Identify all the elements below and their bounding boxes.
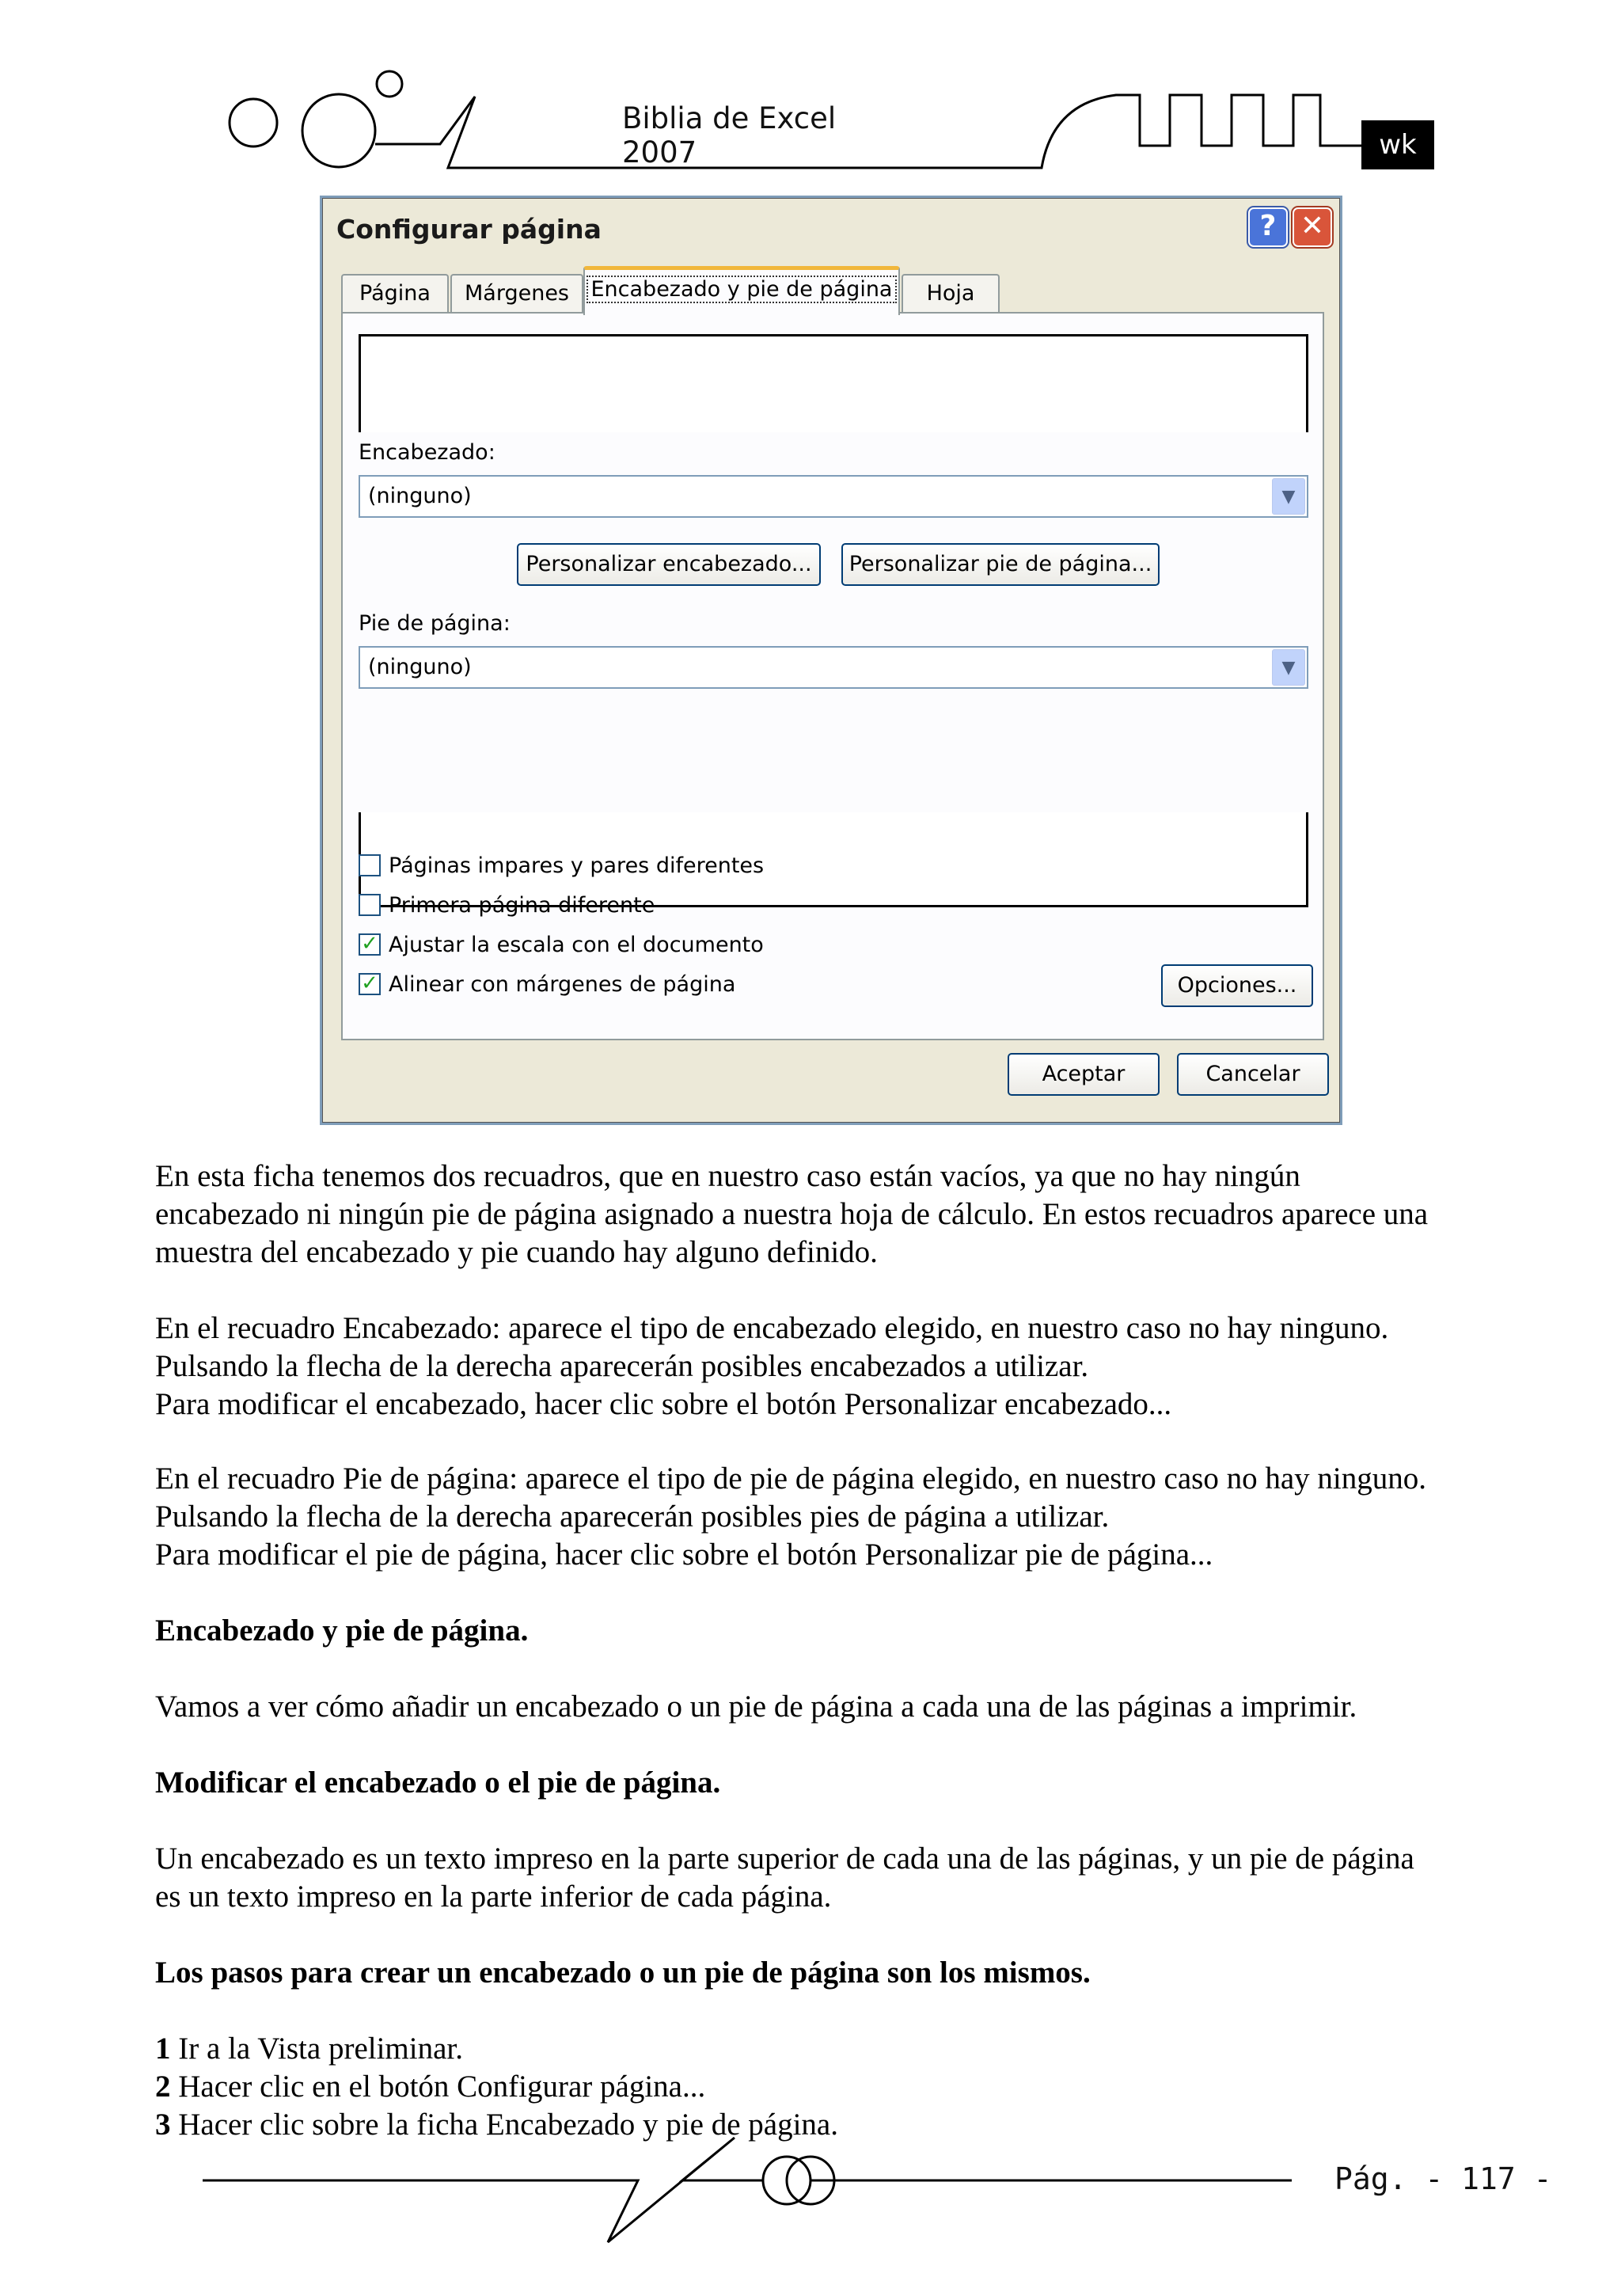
- section-heading: Modificar el encabezado o el pie de página.: [155, 1766, 721, 1800]
- header-select-value: (ninguno): [368, 484, 472, 508]
- checkbox-scale-with-doc-box[interactable]: ✓: [359, 933, 381, 956]
- custom-footer-button[interactable]: Personalizar pie de página...: [841, 543, 1160, 586]
- header-field-label: Encabezado:: [359, 440, 495, 465]
- paragraph-line: encabezado ni ningún pie de página asignado a nuestra hoja de cálculo. En estos recuadros aparece una: [155, 1197, 1429, 1231]
- checkbox-align-margins[interactable]: [359, 971, 735, 999]
- footer-select-value: (ninguno): [368, 655, 472, 679]
- paragraph-line: Pulsando la flecha de la derecha aparecerán posibles pies de página a utilizar.: [155, 1500, 1110, 1534]
- close-icon[interactable]: ✕: [1293, 207, 1332, 247]
- checkbox-first-page-box[interactable]: [359, 894, 381, 916]
- step-text: Hacer clic en el botón Configurar página...: [170, 2070, 706, 2104]
- steps-list: [155, 2030, 1517, 2144]
- paragraph-definition: [155, 1840, 1517, 1916]
- footer-field-label: Pie de página:: [359, 611, 511, 636]
- page-setup-dialog: [320, 196, 1342, 1125]
- paragraph-intro-howto: Vamos a ver cómo añadir un encabezado o un pie de página a cada una de las páginas a imprimir.: [155, 1690, 1357, 1724]
- checkbox-scale-with-doc-label: Ajustar la escala con el documento: [389, 933, 764, 957]
- step-number: 2: [155, 2070, 171, 2104]
- tab-panel: [341, 312, 1324, 1040]
- paragraph-intro: [155, 1158, 1517, 1272]
- checkbox-align-margins-label: Alinear con márgenes de página: [389, 972, 736, 997]
- paragraph-line: es un texto impreso en la parte inferior de cada página.: [155, 1880, 832, 1914]
- checkbox-odd-even[interactable]: [359, 852, 764, 880]
- step-text: Ir a la Vista preliminar.: [170, 2032, 463, 2066]
- paragraph-footer-box: [155, 1460, 1517, 1574]
- checkbox-first-page[interactable]: [359, 891, 655, 920]
- paragraph-line: muestra del encabezado y pie cuando hay alguno definido.: [155, 1235, 878, 1269]
- cancel-button[interactable]: Cancelar: [1177, 1053, 1329, 1096]
- step-number: 1: [155, 2032, 171, 2066]
- paragraph-header-box: [155, 1310, 1517, 1424]
- checkbox-scale-with-doc[interactable]: [359, 931, 764, 960]
- checkbox-odd-even-label: Páginas impares y pares diferentes: [389, 853, 765, 878]
- running-header-title: Biblia de Excel 2007: [622, 101, 837, 169]
- custom-header-button[interactable]: Personalizar encabezado...: [517, 543, 821, 586]
- chevron-down-icon[interactable]: ▼: [1272, 649, 1305, 686]
- paragraph-line: Para modificar el pie de página, hacer clic sobre el botón Personalizar pie de página...: [155, 1538, 1213, 1572]
- tab-encabezado-pie-label: Encabezado y pie de página: [588, 277, 896, 302]
- tab-encabezado-pie[interactable]: [583, 266, 900, 315]
- dialog-title: Configurar página: [336, 214, 602, 245]
- tab-margenes[interactable]: Márgenes: [450, 274, 583, 312]
- paragraph-line: Para modificar el encabezado, hacer clic sobre el botón Personalizar encabezado...: [155, 1387, 1172, 1421]
- section-heading: Encabezado y pie de página.: [155, 1614, 529, 1648]
- step-text: Hacer clic sobre la ficha Encabezado y pie de página.: [170, 2108, 838, 2142]
- chevron-down-icon[interactable]: ▼: [1272, 478, 1305, 515]
- running-header-badge: wk: [1361, 120, 1434, 169]
- checkbox-align-margins-box[interactable]: ✓: [359, 973, 381, 995]
- paragraph-line: En esta ficha tenemos dos recuadros, que en nuestro caso están vacíos, ya que no hay ningún: [155, 1159, 1300, 1193]
- tab-hoja[interactable]: Hoja: [902, 274, 1000, 312]
- checkbox-odd-even-box[interactable]: [359, 854, 381, 876]
- section-heading: Los pasos para crear un encabezado o un pie de página son los mismos.: [155, 1956, 1091, 1990]
- help-icon[interactable]: ?: [1248, 207, 1288, 247]
- tab-pagina[interactable]: Página: [341, 274, 449, 312]
- header-preview-box: [359, 334, 1308, 432]
- ok-button[interactable]: Aceptar: [1008, 1053, 1160, 1096]
- paragraph-line: Pulsando la flecha de la derecha aparecerán posibles encabezados a utilizar.: [155, 1349, 1089, 1383]
- page-number: Pág. - 117 -: [1334, 2161, 1552, 2196]
- options-button[interactable]: Opciones...: [1161, 964, 1313, 1007]
- paragraph-line: En el recuadro Pie de página: aparece el tipo de pie de página elegido, en nuestro caso no hay ninguno.: [155, 1462, 1426, 1496]
- paragraph-line: Un encabezado es un texto impreso en la parte superior de cada una de las páginas, y un pie de página: [155, 1842, 1414, 1876]
- footer-select[interactable]: [359, 646, 1308, 689]
- paragraph-line: En el recuadro Encabezado: aparece el tipo de encabezado elegido, en nuestro caso no hay ninguno.: [155, 1311, 1389, 1345]
- header-select[interactable]: [359, 475, 1308, 518]
- step-number: 3: [155, 2108, 171, 2142]
- checkbox-first-page-label: Primera página diferente: [389, 893, 655, 918]
